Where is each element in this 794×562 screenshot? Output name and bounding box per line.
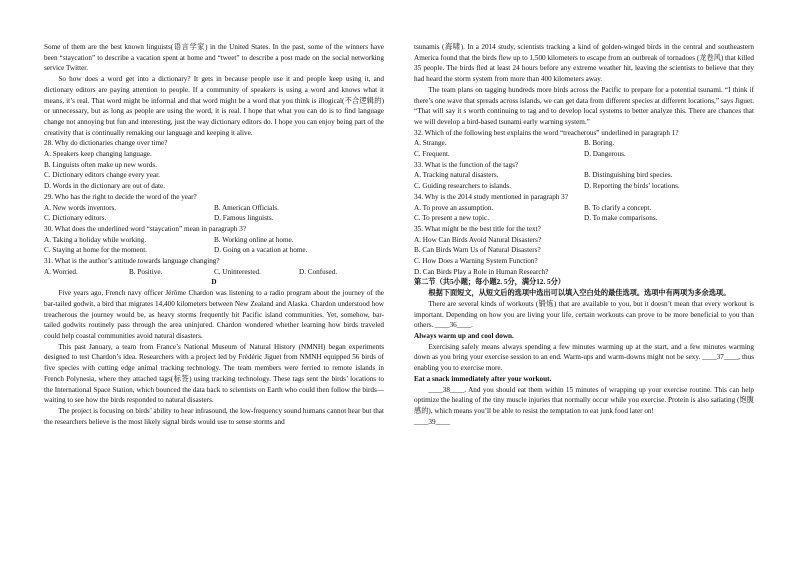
question-35-options xyxy=(414,235,754,278)
option-35d: D. Can Birds Play a Role in Human Research? xyxy=(414,267,549,276)
right-column xyxy=(414,42,754,427)
option-35b: B. Can Birds Warn Us of Natural Disasters? xyxy=(414,246,541,255)
option-34d: D. To make comparisons. xyxy=(584,214,658,223)
option-29a: A. New words inventors. xyxy=(44,203,117,212)
passage-d-paragraph-3-cont: tsunamis (海啸). In a 2014 study, scientists tracking a kind of golden-winged birds in the central and southeastern America found that the birds flew up to 1,500 kilometers to escape from an outbreak of tornadoes (龙卷风) that killed 35 people. The birds fled at least 24 hours before any extreme weather hit, leaving the scientists to believe that they had heard the storm system from more than 400 kilometers away. xyxy=(414,43,754,84)
workout-heading-2: Eat a snack immediately after your workout. xyxy=(414,374,552,383)
option-29d: D. Famous linguists. xyxy=(214,214,274,223)
option-31a: A. Worried. xyxy=(44,267,78,276)
question-32-options xyxy=(414,138,754,159)
option-33b: B. Distinguishing bird species. xyxy=(584,171,673,180)
passage-d-paragraph-4: The team plans on tagging hundreds more birds across the Pacific to prepare for a potential tsunami. “I think if there’s one wave that spreads across islands, we can get data from different species at different locations,” says Jiguet. “That will say it s worth continuing to tag and to develop local systems to better analyze this. There are chances that we will develop a bird-based tsunami early warning system.” xyxy=(414,85,754,126)
option-30a: A. Taking a holiday while working. xyxy=(44,235,147,244)
question-33-options xyxy=(414,170,754,191)
option-32d: D. Dangerous. xyxy=(584,150,626,159)
left-column xyxy=(44,42,384,427)
question-29-options xyxy=(44,203,384,224)
section-2-title: 第二节（共5小题；每小题2. 5分，满分12. 5分） xyxy=(414,278,565,287)
option-33a: A. Tracking natural disasters. xyxy=(414,171,499,180)
question-32: 32. Which of the following best explains the word “treacherous” underlined in paragraph 1? xyxy=(414,128,679,137)
question-34: 34. Why is the 2014 study mentioned in paragraph 3? xyxy=(414,192,568,201)
option-35a: A. How Can Birds Avoid Natural Disasters? xyxy=(414,235,542,244)
question-31: 31. What is the author’s attitude towards language changing? xyxy=(44,257,220,266)
workout-paragraph-3: ____38____. And you should eat them within 15 minutes of wrapping up your exercise routine. This can help optimize the healing of the tiny muscle injuries that normally occur while you exercise. Protein is also satiating (饱腹感的), which means you’ll be able to resist the temptation to eat junk food later on! xyxy=(414,385,754,415)
question-33: 33. What is the function of the tags? xyxy=(414,160,519,169)
option-29b: B. American Officials. xyxy=(214,203,279,212)
option-32a: A. Strange. xyxy=(414,139,447,148)
option-31b: B. Positive. xyxy=(129,267,163,276)
option-28a: A. Speakers keep changing language. xyxy=(44,150,152,159)
passage-c-paragraph-4: So how does a word get into a dictionary? It gets in because people use it and people keep using it, and dictionary editors are paying attention to people. If a community of speakers is using a word and knows what it means, it’s real. That word might be informal and that word might be a word that you think is illogical(不合逻辑的) or unnecessary, but as long as people are using the word, it is real. I hope that what you can do is to find language change not annoying but fun and interesting, just the way dictionary editors do. I hope you can enjoy being part of the creativity that is continually remaking our language and keeping it alive. xyxy=(44,75,384,137)
question-30-options xyxy=(44,235,384,256)
workout-paragraph-2: Exercising safely means always spending a few minutes warming up at the start, and a few minutes warming down as you bring your exercise session to an end. Warm-ups and warm-downs might not be sexy. ____37____, thus enabling you to exercise more. xyxy=(414,342,754,373)
question-28: 28. Why do dictionaries change over time? xyxy=(44,139,168,148)
passage-d-paragraph-3: The project is focusing on birds’ ability to hear infrasound, the low-frequency sound humans cannot hear but that the researchers believe is the most likely signal birds would use to sense storms and xyxy=(44,406,384,426)
option-34c: C. To present a new topic. xyxy=(414,214,490,223)
passage-d-paragraph-2: This past January, a team from France’s National Museum of Natural History (NMNH) began experiments designed to test Chardon’s idea. Researchers with a project led by Frédéric Jiguet from NMNH equipped 56 birds of five species with cutting edge animal tracking technology. The team members were ferried to remote islands in French Polynesia, where they attached tags(标签) using tracking technology. These tags sent the birds’ locations to the International Space Station, which bounced the data back to scientists on Earth who could then follow the birds—waiting to see how the birds responded to natural disasters. xyxy=(44,342,384,405)
option-28d: D. Words in the dictionary are out of date. xyxy=(44,182,166,191)
option-34a: A. To prove an assumption. xyxy=(414,203,494,212)
workout-paragraph-1: There are several kinds of workouts (锻炼) that are available to you, but it doesn’t mean that every workout is important. Depending on how you are living your life, certain workouts can prove to be more beneficial to you than others. ____36____. xyxy=(414,299,754,330)
option-33c: C. Guiding researchers to islands. xyxy=(414,182,512,191)
option-31d: D. Confused. xyxy=(299,267,338,276)
option-32b: B. Boring. xyxy=(584,139,615,148)
blank-39: ____39____ xyxy=(414,417,450,426)
question-31-options xyxy=(44,267,384,278)
section-d-heading: D xyxy=(211,278,217,287)
option-28b: B. Linguists often make up new words. xyxy=(44,160,157,169)
question-28-options xyxy=(44,149,384,192)
question-29: 29. Who has the right to decide the word of the year? xyxy=(44,192,197,201)
section-2-instructions: 根据下面短文，从短文后的选项中选出可以填入空白处的最佳选项。选项中有两项为多余选项。 xyxy=(428,289,731,298)
option-30c: C. Staying at home for the moment. xyxy=(44,246,148,255)
workout-heading-1: Always warm up and cool down. xyxy=(414,331,514,340)
option-31c: C. Uninterested. xyxy=(214,267,261,276)
option-34b: B. To clarify a concept. xyxy=(584,203,652,212)
option-29c: C. Dictionary editors. xyxy=(44,214,107,223)
option-30b: B. Working online at home. xyxy=(214,235,294,244)
option-33d: D. Reporting the birds’ locations. xyxy=(584,182,680,191)
question-35: 35. What might be the best title for the text? xyxy=(414,224,541,233)
question-30: 30. What does the underlined word “staycation” mean in paragraph 3? xyxy=(44,224,247,233)
passage-d-paragraph-1: Five years ago, French navy officer Jérôme Chardon was listening to a radio program about the journey of the bar-tailed godwit, a bird that migrates 14,400 kilometers between New Zealand and Alaska. Chardon understood how treacherous the journey would be, as heavy storms frequently hit Pacific island communities. Yet, somehow, bar-tailed godwits routinely pass through the area uninjured. Chardon wondered whether learning how birds traveled could help coastal communities avoid natural disasters. xyxy=(44,289,384,340)
question-34-options xyxy=(414,203,754,224)
option-35c: C. How Does a Warning System Function? xyxy=(414,257,538,266)
passage-c-paragraph-3: Some of them are the best known linguists(语言学家) in the United States. In the past, some of the winners have been “staycation” to describe a vacation spent at home and “tweet” to describe a post made on the social networking service Twitter. xyxy=(44,43,384,73)
option-32c: C. Frequent. xyxy=(414,150,450,159)
option-28c: C. Dictionary editors change every year. xyxy=(44,171,160,180)
option-30d: D. Going on a vacation at home. xyxy=(214,246,308,255)
